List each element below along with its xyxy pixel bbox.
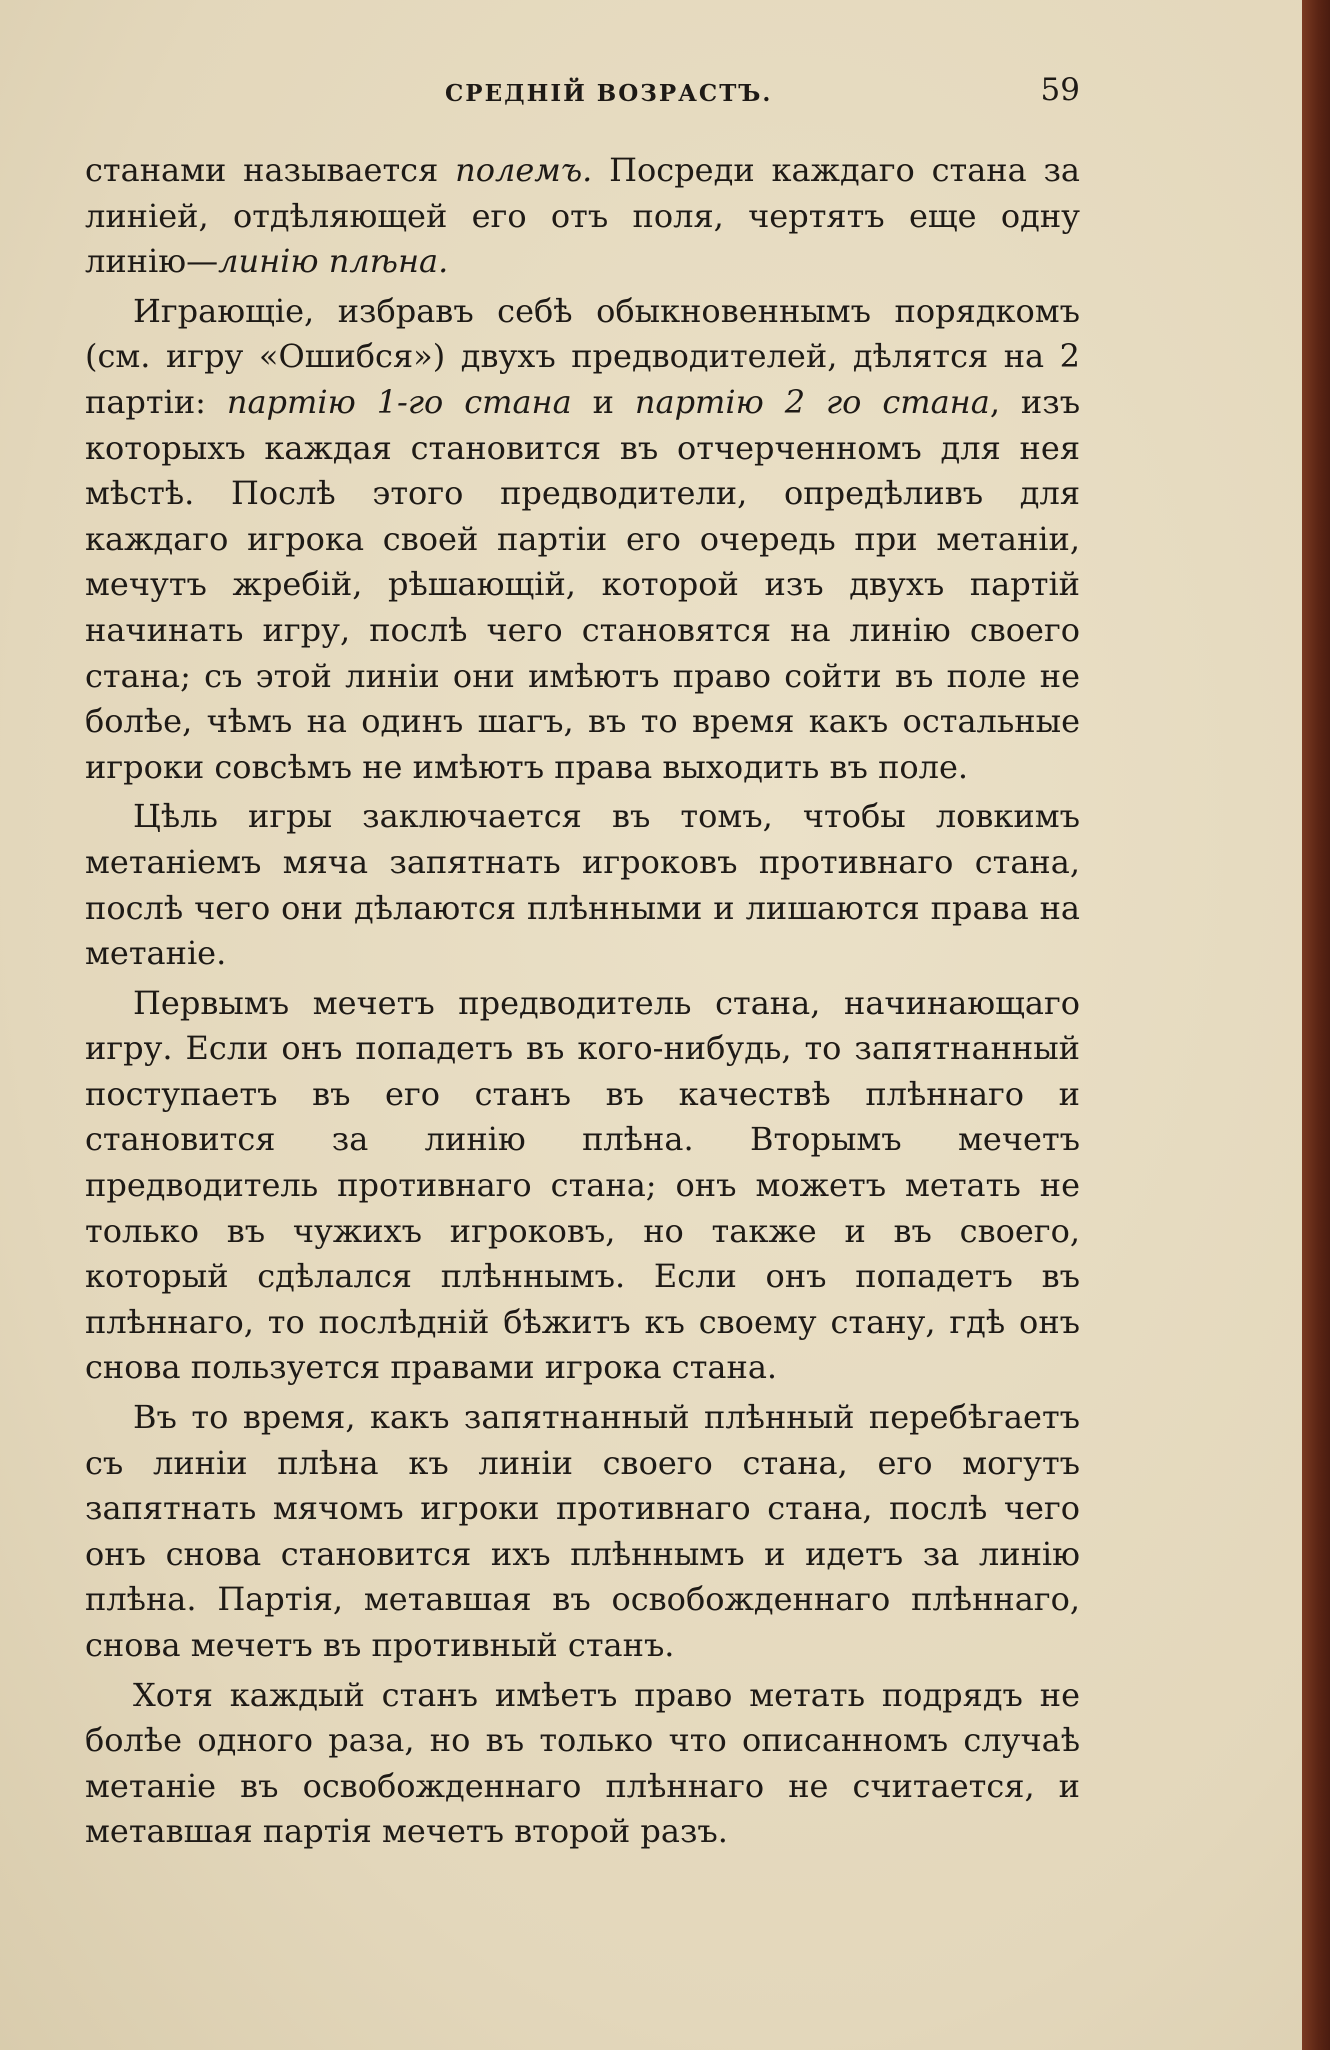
running-head: СРЕДНІЙ ВОЗРАСТЪ. xyxy=(445,80,773,107)
text-segment: Играющіе, избравъ себѣ обыкновеннымъ порядкомъ (см. игру «Ошибся») двухъ предводителей, дѣлятся на 2 партіи: xyxy=(85,291,1080,421)
text-segment: , изъ которыхъ каждая становится въ отчерченномъ для нея мѣстѣ. Послѣ этого предводители, опредѣливъ для каждаго игрока своей партіи его очередь при метаніи, мечутъ жребій, рѣшающій, которой изъ двухъ партій начинать игру, послѣ чего становятся на линію своего стана; съ этой линіи они имѣютъ право сойти въ поле не болѣе, чѣмъ на одинъ шагъ, въ то время какъ остальные игроки совсѣмъ не имѣютъ права выходить въ поле. xyxy=(85,382,1081,786)
paragraph-2 xyxy=(85,289,1080,791)
italic-term-liniyu-plena: линію плѣна. xyxy=(218,242,449,281)
text-segment: и xyxy=(571,382,635,421)
paragraph-6 xyxy=(85,1673,1080,1855)
paragraph-5 xyxy=(85,1395,1080,1669)
paragraph-3 xyxy=(85,794,1080,976)
text-segment: Посреди каждаго стана за линіей, отдѣляющей его отъ поля, чертятъ еще одну линію— xyxy=(85,151,1081,281)
text-segment: Хотя каждый станъ имѣетъ право метать подрядъ не болѣе одного раза, но въ только что описанномъ случаѣ метаніе въ освобожденнаго плѣннаго не считается, и метавшая партія мечетъ второй разъ. xyxy=(85,1675,1080,1851)
text-segment: станами называется xyxy=(85,151,456,189)
italic-term-polem: полемъ. xyxy=(455,151,593,189)
body-text xyxy=(85,148,1080,1855)
text-segment: Въ то время, какъ запятнанный плѣнный перебѣгаетъ съ линіи плѣна къ линіи своего стана, его могутъ запятнать мячомъ игроки противнаго стана, послѣ чего онъ снова становится ихъ плѣннымъ и идетъ за линію плѣна. Партія, метавшая въ освобожденнаго плѣннаго, снова мечетъ въ противный станъ. xyxy=(85,1398,1080,1664)
page-number: 59 xyxy=(1040,72,1080,108)
paragraph-4 xyxy=(85,981,1080,1391)
text-segment: Цѣль игры заключается въ томъ, чтобы ловкимъ метаніемъ мяча запятнать игроковъ противнаго стана, послѣ чего они дѣлаются плѣнными и лишаются права на метаніе. xyxy=(85,797,1080,973)
italic-term-party-2: партію 2 го стана xyxy=(634,382,990,421)
book-binding-edge xyxy=(1302,0,1330,2050)
text-segment: Первымъ мечетъ предводитель стана, начинающаго игру. Если онъ попадетъ въ кого-нибудь, то запятнанный поступаетъ въ его станъ въ качествѣ плѣннаго и становится за линію плѣна. Вторымъ мечетъ предводитель противнаго стана; онъ можетъ метать не только въ чужихъ игроковъ, но также и въ своего, который сдѣлался плѣннымъ. Если онъ попадетъ въ плѣннаго, то послѣдній бѣжитъ къ своему стану, гдѣ онъ снова пользуется правами игрока стана. xyxy=(85,983,1080,1387)
page-header xyxy=(85,72,1080,112)
italic-term-party-1: партію 1-го стана xyxy=(226,382,572,421)
paragraph-1 xyxy=(85,148,1080,285)
